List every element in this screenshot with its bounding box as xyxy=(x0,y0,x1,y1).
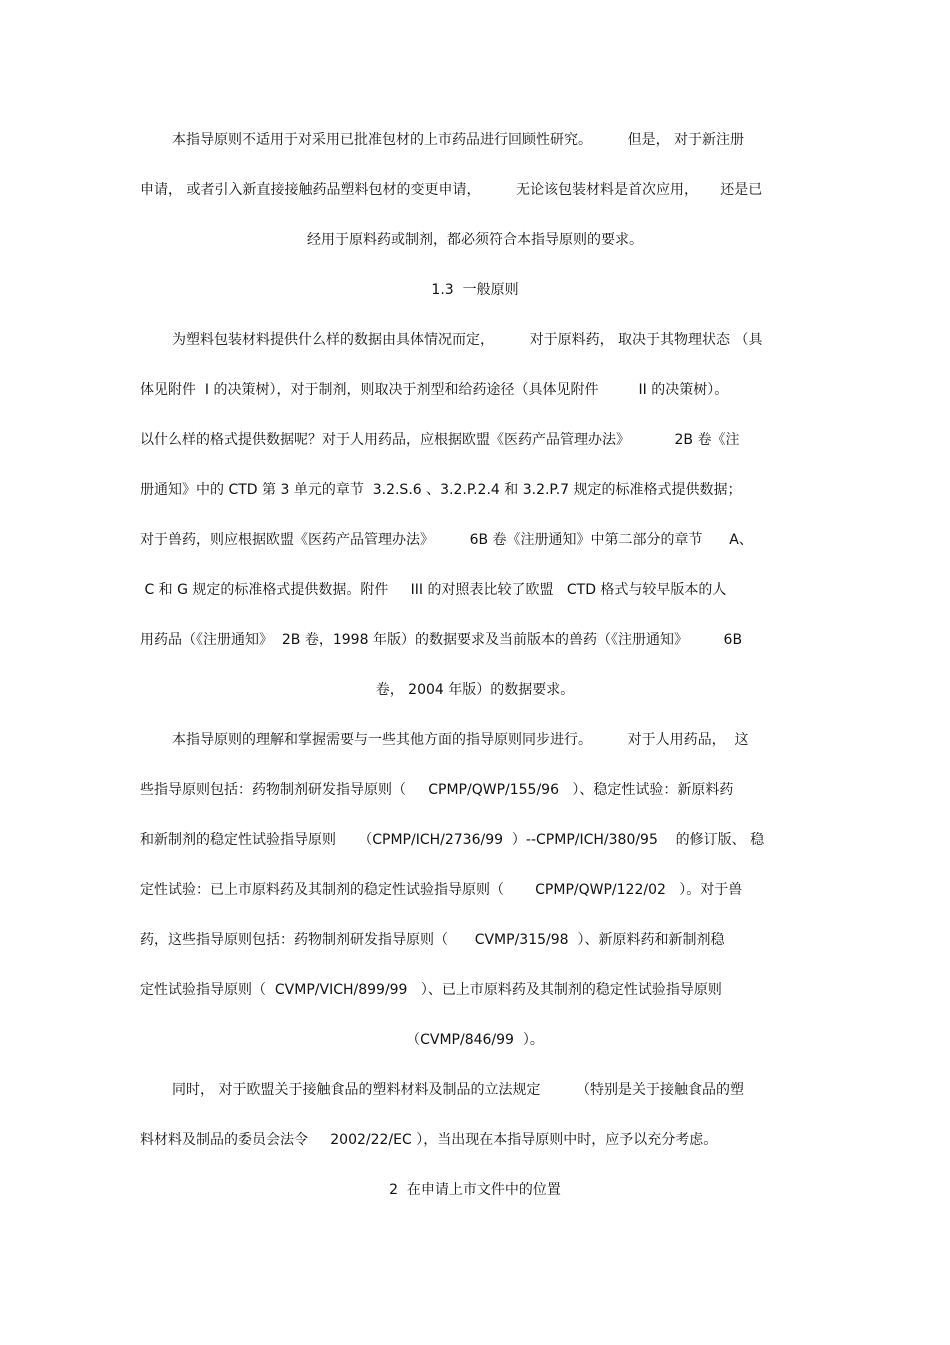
paragraph-line: 用药品（《注册通知》 2B 卷，1998 年版）的数据要求及当前版本的兽药（《注册通知》 6B xyxy=(140,632,743,648)
paragraph-line: C 和 G 规定的标准格式提供数据。附件 III 的对照表比较了欧盟 CTD 格式与较早版本的人 xyxy=(140,582,727,598)
paragraph-line: 药，这些指导原则包括：药物制剂研发指导原则（ CVMP/315/98 ）、新原料药和新制剂稳 xyxy=(140,932,725,948)
paragraph-line: 定性试验指导原则（ CVMP/VICH/899/99 ）、已上市原料药及其制剂的稳定性试验指导原则 xyxy=(140,982,722,998)
paragraph-line: 本指导原则的理解和掌握需要与一些其他方面的指导原则同步进行。 对于人用药品， 这 xyxy=(172,732,749,748)
paragraph-line: 些指导原则包括：药物制剂研发指导原则（ CPMP/QWP/155/96 ）、稳定性试验：新原料药 xyxy=(140,782,734,798)
paragraph-line: 定性试验：已上市原料药及其制剂的稳定性试验指导原则（ CPMP/QWP/122/02 ）。对于兽 xyxy=(140,882,743,898)
section-heading: 2 在申请上市文件中的位置 xyxy=(389,1182,561,1198)
paragraph-line: 申请， 或者引入新直接接触药品塑料包材的变更申请， 无论该包装材料是首次应用， 还是已 xyxy=(140,182,763,198)
paragraph-line: 以什么样的格式提供数据呢？对于人用药品，应根据欧盟《医药产品管理办法》 2B 卷《注 xyxy=(140,432,740,448)
paragraph-line: 对于兽药，则应根据欧盟《医药产品管理办法》 6B 卷《注册通知》中第二部分的章节 A、 xyxy=(140,532,753,548)
section-heading: 1.3 一般原则 xyxy=(431,282,519,298)
paragraph-line: 和新制剂的稳定性试验指导原则 （CPMP/ICH/2736/99 ）--CPMP/ICH/380/95 的修订版、 稳 xyxy=(140,832,765,848)
paragraph-line: 册通知》中的 CTD 第 3 单元的章节 3.2.S.6 、3.2.P.2.4 和 3.2.P.7 规定的标准格式提供数据； xyxy=(140,482,742,498)
paragraph-line: 料材料及制品的委员会法令 2002/22/EC ），当出现在本指导原则中时，应予以充分考虑。 xyxy=(140,1132,718,1148)
paragraph-line: 本指导原则不适用于对采用已批准包材的上市药品进行回顾性研究。 但是， 对于新注册 xyxy=(172,132,745,148)
paragraph-line: 体见附件 I 的决策树），对于制剂，则取决于剂型和给药途径（具体见附件 II 的决策树）。 xyxy=(140,382,729,398)
paragraph-line: 同时， 对于欧盟关于接触食品的塑料材料及制品的立法规定 （特别是关于接触食品的塑 xyxy=(172,1082,745,1098)
paragraph-line: 经用于原料药或制剂，都必须符合本指导原则的要求。 xyxy=(307,232,643,248)
paragraph-line: 卷， 2004 年版）的数据要求。 xyxy=(375,682,575,698)
paragraph-line: （CVMP/846/99 ）。 xyxy=(406,1032,544,1048)
paragraph-line: 为塑料包装材料提供什么样的数据由具体情况而定， 对于原料药， 取决于其物理状态 （具 xyxy=(172,332,763,348)
